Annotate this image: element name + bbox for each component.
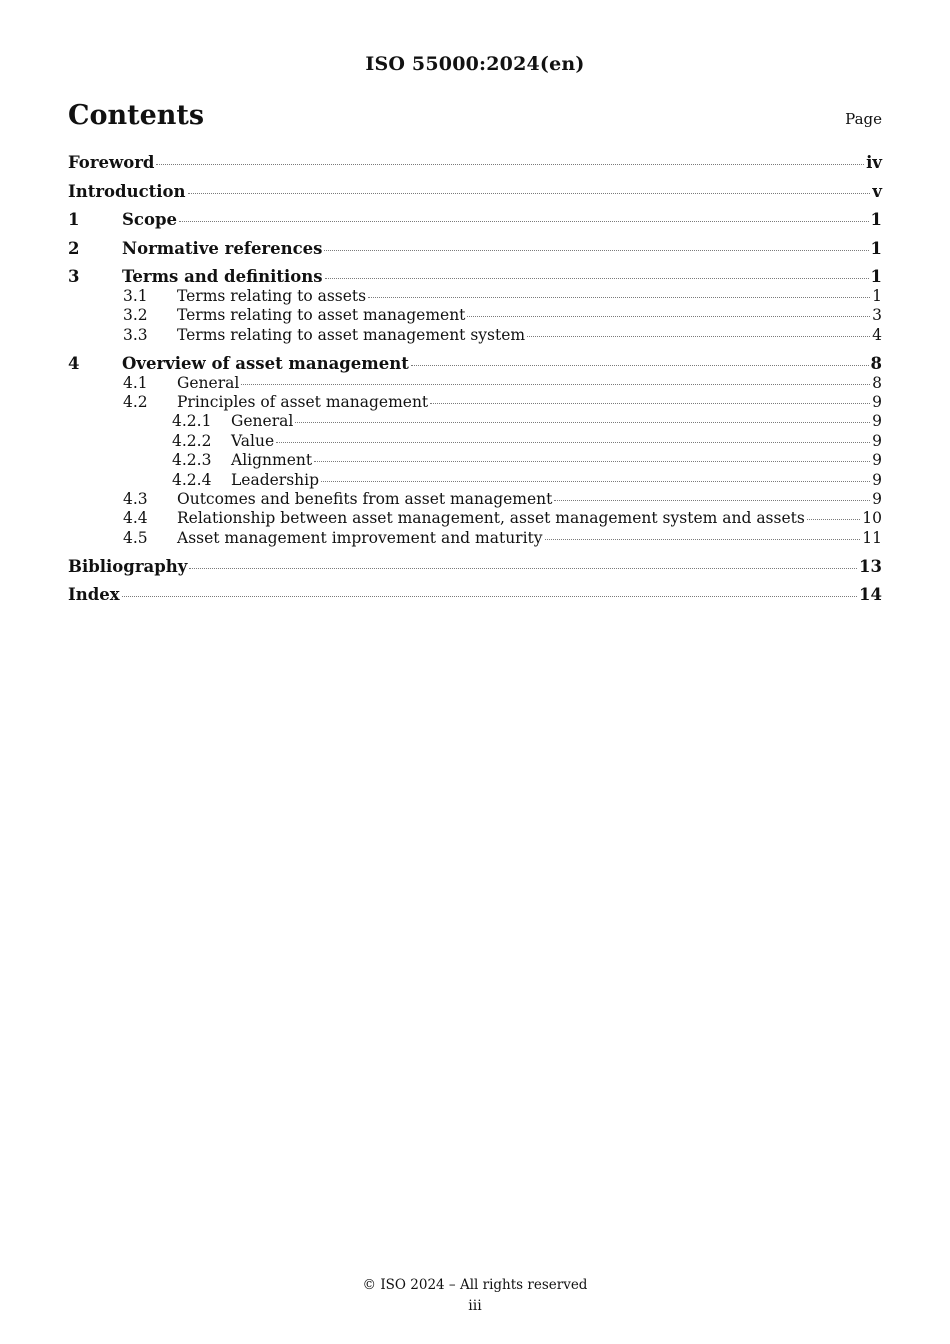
dot-leader <box>156 163 864 165</box>
toc-entry[interactable] <box>68 451 882 470</box>
toc-entry-number: 4.2.4 <box>172 470 212 489</box>
page-number: iii <box>468 1298 482 1314</box>
toc-entry[interactable] <box>68 287 882 306</box>
toc-entry-number: 3.2 <box>123 306 148 325</box>
toc-entry-number: 3.3 <box>123 325 148 344</box>
toc-entry[interactable] <box>68 374 882 393</box>
table-of-contents <box>68 153 882 605</box>
toc-entry[interactable] <box>68 509 882 528</box>
dot-leader <box>188 192 871 194</box>
toc-entry-page: 1 <box>870 210 882 229</box>
toc-entry-title: Asset management improvement and maturity <box>177 528 543 547</box>
toc-entry-page: 14 <box>859 585 882 605</box>
toc-entry-page: 11 <box>862 528 882 547</box>
toc-entry[interactable] <box>68 432 882 451</box>
toc-entry-title: Scope <box>122 210 178 229</box>
toc-entry-page: 13 <box>859 556 882 576</box>
toc-entry-number: 3.1 <box>123 287 148 305</box>
toc-entry-page: 9 <box>872 451 882 470</box>
toc-entry[interactable] <box>68 490 882 509</box>
contents-title: Contents <box>68 100 205 131</box>
toc-entry-title: General <box>177 373 240 392</box>
toc-entry-page: 10 <box>862 509 882 528</box>
toc-entry-title: Overview of asset management <box>122 353 409 373</box>
dot-leader <box>189 567 857 569</box>
toc-entry-title: Value <box>231 431 275 450</box>
toc-entry-title: Terms and definitions <box>122 267 323 286</box>
toc-entry-number: 2 <box>68 238 80 258</box>
toc-entry-page: 8 <box>872 373 882 392</box>
toc-entry-number: 1 <box>68 210 80 229</box>
toc-entry-title: Bibliography <box>68 556 188 576</box>
toc-entry-number: 4 <box>68 353 80 373</box>
dot-leader <box>467 315 870 317</box>
dot-leader <box>241 383 870 385</box>
toc-entry-page: v <box>872 181 882 201</box>
toc-entry-title: Introduction <box>68 181 186 201</box>
copyright-notice: © ISO 2024 – All rights reserved <box>362 1277 588 1293</box>
toc-entry[interactable] <box>68 239 882 259</box>
toc-entry[interactable] <box>68 306 882 325</box>
dot-leader <box>276 441 870 443</box>
dot-leader <box>321 480 870 482</box>
toc-entry-number: 4.2.1 <box>172 412 212 431</box>
toc-entry-page: 1 <box>870 267 882 286</box>
toc-entry-title: Principles of asset management <box>177 393 429 412</box>
toc-entry[interactable] <box>68 210 882 230</box>
toc-entry-page: 9 <box>872 393 882 412</box>
toc-entry-number: 4.2 <box>123 393 148 412</box>
toc-entry-number: 4.2.3 <box>172 451 212 470</box>
dot-leader <box>554 499 870 501</box>
dot-leader <box>179 220 869 222</box>
toc-entry[interactable] <box>68 326 882 345</box>
toc-entry-title: Outcomes and benefits from asset management <box>177 490 553 509</box>
toc-entry[interactable] <box>68 393 882 412</box>
dot-leader <box>122 595 857 597</box>
toc-entry[interactable] <box>68 267 882 287</box>
toc-entry-title: Terms relating to assets <box>177 287 367 305</box>
toc-entry[interactable] <box>68 153 882 173</box>
page-column-label: Page <box>845 110 882 128</box>
toc-entry-page: 9 <box>872 412 882 431</box>
toc-entry-page: 9 <box>872 470 882 489</box>
toc-entry-title: Index <box>68 585 120 605</box>
toc-entry-title: Normative references <box>122 238 323 258</box>
toc-entry-title: Terms relating to asset management <box>177 306 466 325</box>
toc-entry[interactable] <box>68 412 882 431</box>
dot-leader <box>295 421 870 423</box>
toc-entry-number: 4.4 <box>123 509 148 528</box>
toc-entry-title: General <box>231 412 294 431</box>
toc-entry-number: 4.5 <box>123 528 148 547</box>
toc-entry[interactable] <box>68 585 882 605</box>
toc-entry-page: 8 <box>870 353 882 373</box>
toc-entry-page: 1 <box>872 287 882 305</box>
toc-entry-title: Terms relating to asset management system <box>177 325 526 344</box>
toc-entry-title: Foreword <box>68 153 155 172</box>
toc-entry[interactable] <box>68 182 882 202</box>
dot-leader <box>368 296 870 298</box>
dot-leader <box>411 364 869 366</box>
toc-entry-page: 9 <box>872 431 882 450</box>
toc-entry-page: 9 <box>872 490 882 509</box>
dot-leader <box>430 402 870 404</box>
toc-entry-page: 3 <box>872 306 882 325</box>
toc-entry-number: 4.3 <box>123 490 148 509</box>
dot-leader <box>545 538 861 540</box>
toc-entry[interactable] <box>68 354 882 374</box>
dot-leader <box>527 335 870 337</box>
toc-entry[interactable] <box>68 529 882 548</box>
toc-entry-number: 4.1 <box>123 373 148 392</box>
dot-leader <box>314 460 870 462</box>
toc-entry[interactable] <box>68 557 882 577</box>
dot-leader <box>325 277 869 279</box>
contents-heading-row <box>68 100 882 131</box>
toc-entry-number: 4.2.2 <box>172 431 212 450</box>
toc-entry-title: Alignment <box>231 451 313 470</box>
toc-entry-title: Relationship between asset management, asset management system and assets <box>177 509 805 528</box>
toc-entry-title: Leadership <box>231 470 320 489</box>
toc-entry[interactable] <box>68 471 882 490</box>
toc-entry-page: 1 <box>870 238 882 258</box>
document-id-header: ISO 55000:2024(en) <box>365 53 585 75</box>
dot-leader <box>807 518 860 520</box>
dot-leader <box>324 249 868 251</box>
toc-entry-number: 3 <box>68 267 80 286</box>
toc-entry-page: iv <box>866 153 882 172</box>
toc-entry-page: 4 <box>872 325 882 344</box>
